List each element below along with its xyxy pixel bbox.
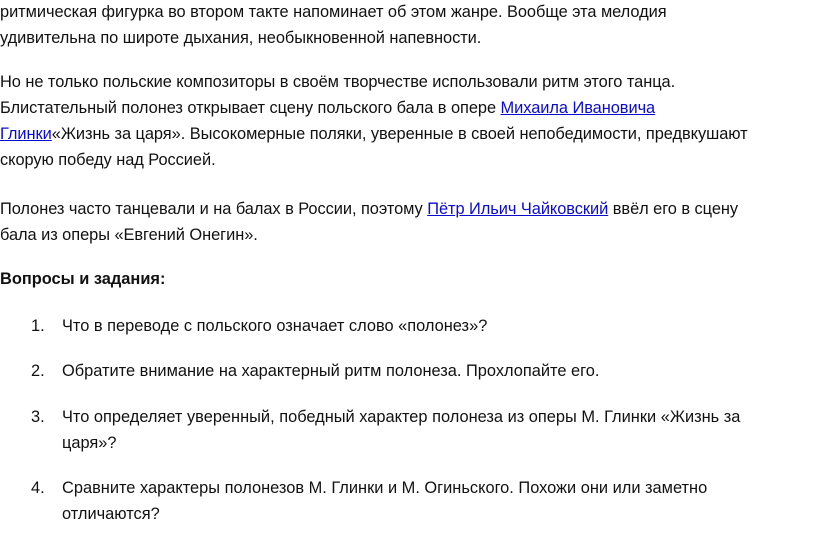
question-line: Сравните характеры полонезов М. Глинки и М. Огиньского. Похожи они или заметно <box>62 479 708 497</box>
paragraph-line: скорую победу над Россией. <box>0 151 216 169</box>
question-text: Обратите внимание на характерный ритм полонеза. Прохлопайте его. <box>62 362 600 380</box>
paragraph-composers <box>0 69 812 173</box>
question-line: отличаются? <box>62 505 160 523</box>
question-number: 3. <box>31 408 45 426</box>
glinka-link-part1: Михаила Ивановича <box>500 99 656 117</box>
question-text <box>62 475 810 527</box>
paragraph-line: ритмическая фигурка во втором такте напоминает об этом жанре. Вообще эта мелодия <box>0 3 667 21</box>
paragraph-melody <box>0 0 812 51</box>
question-number: 2. <box>31 362 45 380</box>
paragraph-line: удивительна по широте дыхания, необыкновенной напевности. <box>0 29 482 47</box>
paragraph-line: «Жизнь за царя». Высокомерные поляки, уверенные в своей непобедимости, предвкушают <box>51 125 748 143</box>
question-text: Что в переводе с польского означает слово «полонез»? <box>62 317 488 335</box>
questions-heading: Вопросы и задания: <box>0 270 166 288</box>
paragraph-line: Полонез часто танцевали и на балах в России, поэтому <box>0 200 428 218</box>
paragraph-russia <box>0 196 812 248</box>
paragraph-line: Блистательный полонез открывает сцену польского бала в опере <box>0 99 501 117</box>
question-number: 4. <box>31 479 45 497</box>
question-line: Что определяет уверенный, победный характер полонеза из оперы М. Глинки «Жизнь за <box>62 408 741 426</box>
paragraph-line: бала из оперы «Евгений Онегин». <box>0 226 258 244</box>
question-number: 1. <box>31 317 45 335</box>
glinka-link-part2: Глинки <box>0 125 52 143</box>
paragraph-line: ввёл его в сцену <box>608 200 739 218</box>
question-line: царя»? <box>62 434 117 452</box>
paragraph-line: Но не только польские композиторы в своём творчестве использовали ритм этого танца. <box>0 73 676 91</box>
tchaikovsky-link[interactable]: Пётр Ильич Чайковский <box>427 200 609 218</box>
question-text <box>62 404 810 456</box>
